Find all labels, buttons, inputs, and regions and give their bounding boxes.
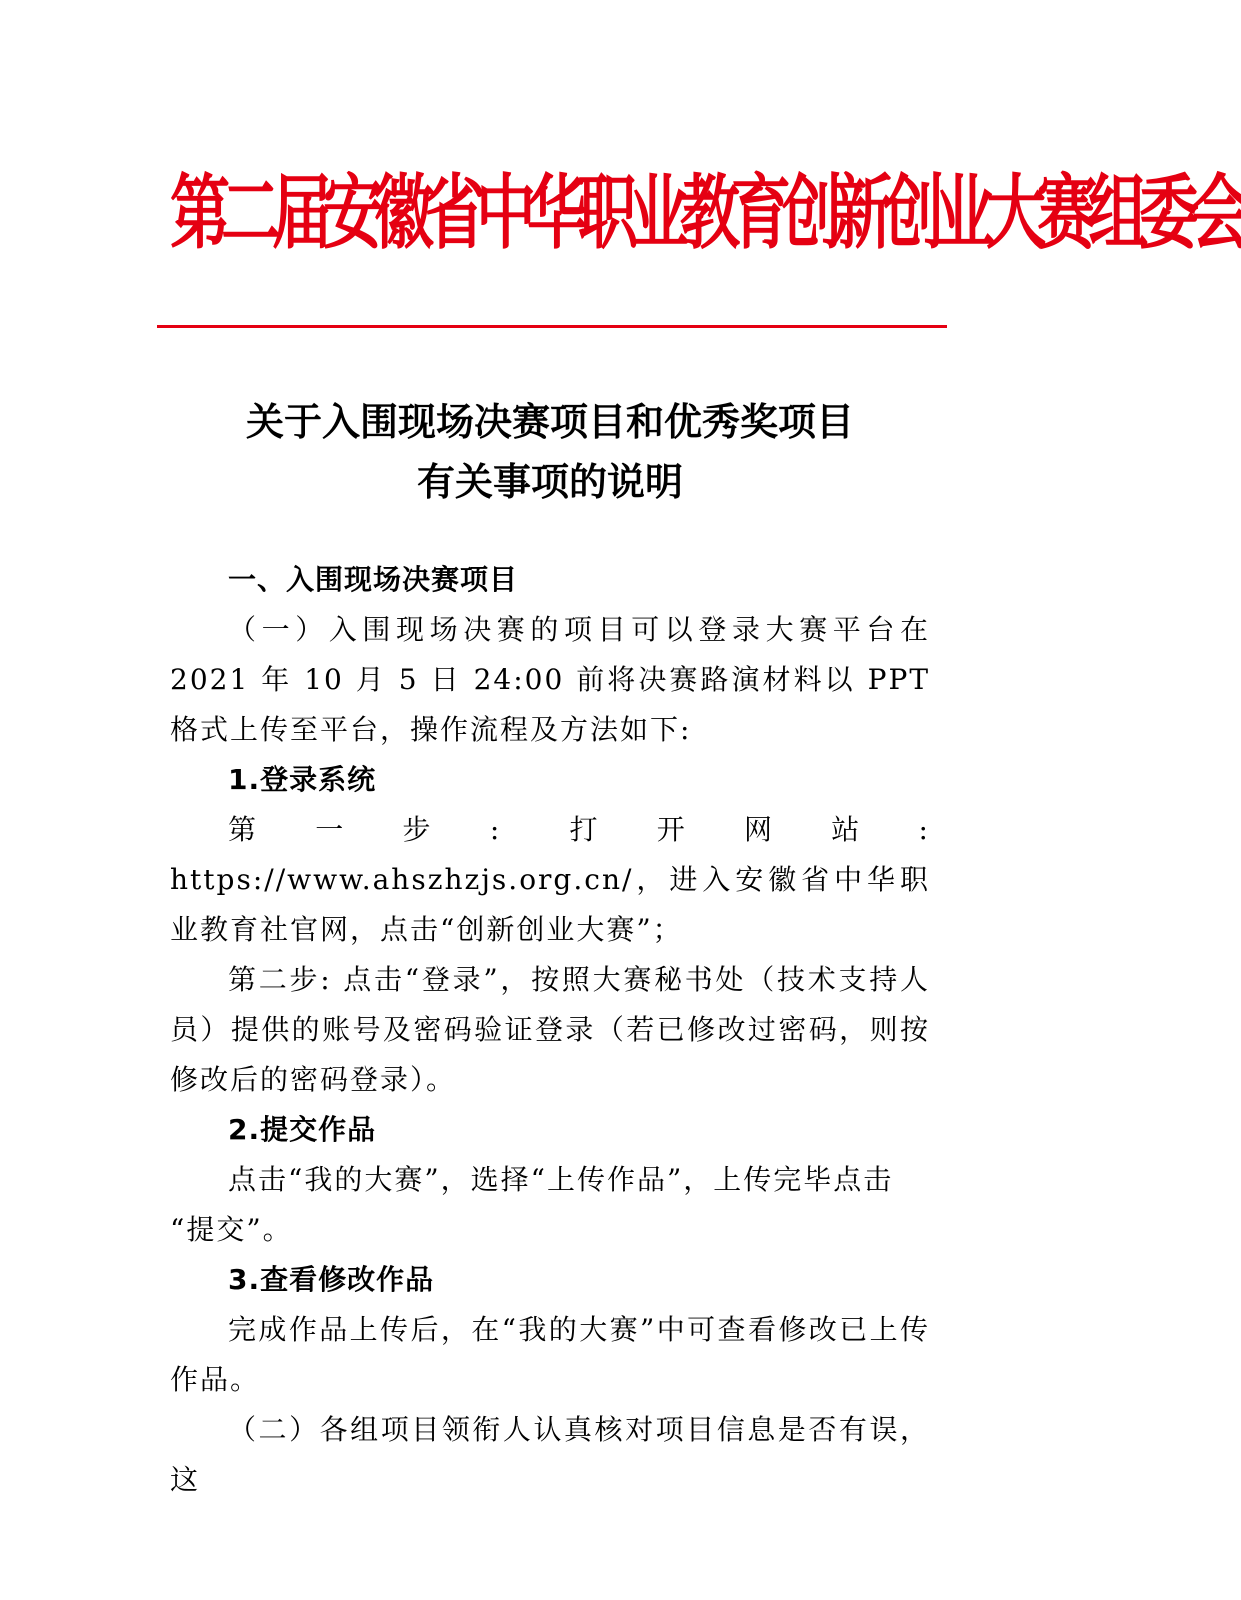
document-body: [170, 555, 930, 1505]
red-divider-line: [157, 325, 947, 328]
organization-header: 第二届安徽省中华职业教育创新创业大赛组委会: [170, 166, 1241, 262]
title-line-1: 关于入围现场决赛项目和优秀奖项目: [245, 399, 854, 444]
title-line-2: 有关事项的说明: [416, 459, 683, 504]
step-2-paragraph-line-2: “提交”。: [170, 1213, 293, 1246]
paragraph-2: （二）各组项目领衔人认真核对项目信息是否有误，这: [170, 1413, 930, 1496]
document-title: [150, 392, 950, 512]
step-2-paragraph-line-1: 点击“我的大赛”，选择“上传作品”，上传完毕点击: [228, 1163, 894, 1196]
section-1-heading: 一、入围现场决赛项目: [228, 563, 519, 596]
step-2-heading: 2.提交作品: [228, 1113, 377, 1146]
step-1-paragraph-2: 第二步: 点击“登录”，按照大赛秘书处（技术支持人员）提供的账号及密码验证登录（若已修改过密码，则按修改后的密码登录）。: [170, 963, 930, 1096]
paragraph-1: （一）入围现场决赛的项目可以登录大赛平台在 2021 年 10 月 5 日 24:00 前将决赛路演材料以 PPT 格式上传至平台，操作流程及方法如下:: [170, 613, 930, 746]
step-1-paragraph-1: 第一步: 打开网站: https://www.ahszhzjs.org.cn/，进入安徽省中华职业教育社官网，点击“创新创业大赛”；: [170, 813, 930, 946]
step-3-heading: 3.查看修改作品: [228, 1263, 435, 1296]
step-1-heading: 1.登录系统: [228, 763, 377, 796]
step-3-paragraph: 完成作品上传后，在“我的大赛”中可查看修改已上传作品。: [170, 1313, 930, 1396]
